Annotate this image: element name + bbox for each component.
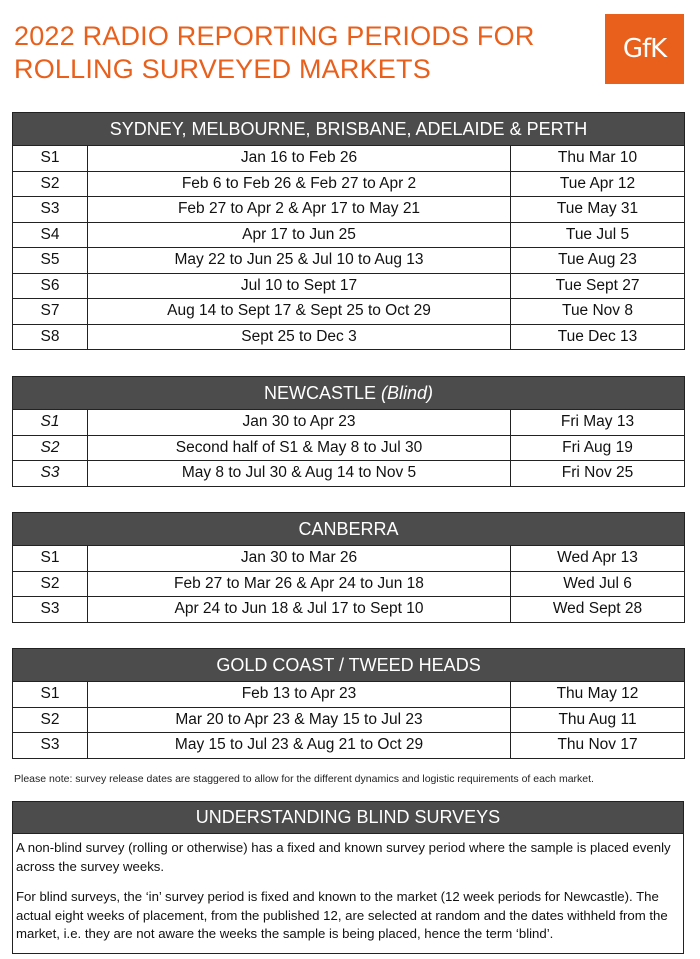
release-date: Thu Aug 11: [511, 707, 685, 733]
section-heading: SYDNEY, MELBOURNE, BRISBANE, ADELAIDE & PERTH: [13, 113, 685, 146]
table-row: [13, 410, 685, 436]
survey-id: S8: [13, 324, 88, 350]
survey-id: S4: [13, 222, 88, 248]
survey-id: S3: [13, 597, 88, 623]
survey-period: Second half of S1 & May 8 to Jul 30: [88, 435, 511, 461]
table-canberra: [12, 512, 685, 623]
title-line-2: ROLLING SURVEYED MARKETS: [14, 54, 431, 84]
section-heading: CANBERRA: [13, 513, 685, 546]
table-row: [13, 273, 685, 299]
table-gold-coast: [12, 648, 685, 759]
release-date: Thu May 12: [511, 682, 685, 708]
release-date: Fri Aug 19: [511, 435, 685, 461]
table-row: [13, 435, 685, 461]
survey-period: Jan 30 to Mar 26: [88, 546, 511, 572]
release-date: Tue Nov 8: [511, 299, 685, 325]
table-row: [13, 248, 685, 274]
section-heading-suffix: (Blind): [381, 382, 434, 403]
release-date: Wed Apr 13: [511, 546, 685, 572]
survey-id: S2: [13, 435, 88, 461]
table-row: [13, 733, 685, 759]
survey-period: Feb 27 to Apr 2 & Apr 17 to May 21: [88, 197, 511, 223]
blind-surveys-body: [13, 834, 683, 944]
table-metro: [12, 112, 685, 350]
table-row: [13, 682, 685, 708]
release-date: Tue Apr 12: [511, 171, 685, 197]
survey-period: Feb 13 to Apr 23: [88, 682, 511, 708]
table-row: [13, 597, 685, 623]
table-row: [13, 222, 685, 248]
survey-id: S2: [13, 707, 88, 733]
release-date: Tue Dec 13: [511, 324, 685, 350]
survey-period: May 15 to Jul 23 & Aug 21 to Oct 29: [88, 733, 511, 759]
blind-surveys-heading: UNDERSTANDING BLIND SURVEYS: [13, 802, 683, 834]
survey-period: Apr 24 to Jun 18 & Jul 17 to Sept 10: [88, 597, 511, 623]
gfk-logo: GfK: [605, 14, 684, 84]
survey-id: S6: [13, 273, 88, 299]
table-newcastle: [12, 376, 685, 487]
blind-surveys-box: [12, 801, 684, 954]
survey-id: S2: [13, 571, 88, 597]
survey-id: S7: [13, 299, 88, 325]
release-date: Tue Jul 5: [511, 222, 685, 248]
release-date: Wed Jul 6: [511, 571, 685, 597]
survey-period: Apr 17 to Jun 25: [88, 222, 511, 248]
blind-paragraph-2: For blind surveys, the ‘in’ survey period is fixed and known to the market (12 week periods for Newcastle). The actual eight weeks of placement, from the published 12, are selected at random and the dates withheld from the market, i.e. they are not aware the weeks the sample is being placed, hence the term ‘blind’.: [16, 889, 668, 941]
table-row: [13, 546, 685, 572]
survey-period: May 8 to Jul 30 & Aug 14 to Nov 5: [88, 461, 511, 487]
survey-period: Feb 27 to Mar 26 & Apr 24 to Jun 18: [88, 571, 511, 597]
section-heading: [13, 377, 685, 410]
survey-period: Sept 25 to Dec 3: [88, 324, 511, 350]
page-title: [14, 20, 574, 86]
table-row: [13, 146, 685, 172]
survey-id: S3: [13, 461, 88, 487]
release-date: Tue Aug 23: [511, 248, 685, 274]
survey-id: S3: [13, 733, 88, 759]
release-date: Thu Mar 10: [511, 146, 685, 172]
release-date: Tue May 31: [511, 197, 685, 223]
title-line-1: 2022 RADIO REPORTING PERIODS FOR: [14, 21, 535, 51]
survey-id: S3: [13, 197, 88, 223]
survey-period: May 22 to Jun 25 & Jul 10 to Aug 13: [88, 248, 511, 274]
survey-period: Feb 6 to Feb 26 & Feb 27 to Apr 2: [88, 171, 511, 197]
survey-period: Mar 20 to Apr 23 & May 15 to Jul 23: [88, 707, 511, 733]
survey-period: Jan 16 to Feb 26: [88, 146, 511, 172]
section-heading: GOLD COAST / TWEED HEADS: [13, 649, 685, 682]
table-row: [13, 461, 685, 487]
release-note: Please note: survey release dates are staggered to allow for the different dynamics and logistic requirements of each market.: [14, 773, 594, 785]
release-date: Fri Nov 25: [511, 461, 685, 487]
survey-id: S1: [13, 410, 88, 436]
survey-id: S1: [13, 546, 88, 572]
survey-id: S5: [13, 248, 88, 274]
survey-id: S1: [13, 682, 88, 708]
survey-id: S2: [13, 171, 88, 197]
table-row: [13, 571, 685, 597]
survey-id: S1: [13, 146, 88, 172]
survey-period: Jul 10 to Sept 17: [88, 273, 511, 299]
survey-period: Jan 30 to Apr 23: [88, 410, 511, 436]
table-row: [13, 707, 685, 733]
release-date: Fri May 13: [511, 410, 685, 436]
table-row: [13, 299, 685, 325]
release-date: Tue Sept 27: [511, 273, 685, 299]
release-date: Thu Nov 17: [511, 733, 685, 759]
release-date: Wed Sept 28: [511, 597, 685, 623]
section-heading-text: NEWCASTLE: [263, 382, 376, 403]
table-row: [13, 324, 685, 350]
survey-period: Aug 14 to Sept 17 & Sept 25 to Oct 29: [88, 299, 511, 325]
table-row: [13, 171, 685, 197]
blind-paragraph-1: A non-blind survey (rolling or otherwise) has a fixed and known survey period where the sample is placed evenly across the survey weeks.: [16, 840, 671, 874]
table-row: [13, 197, 685, 223]
